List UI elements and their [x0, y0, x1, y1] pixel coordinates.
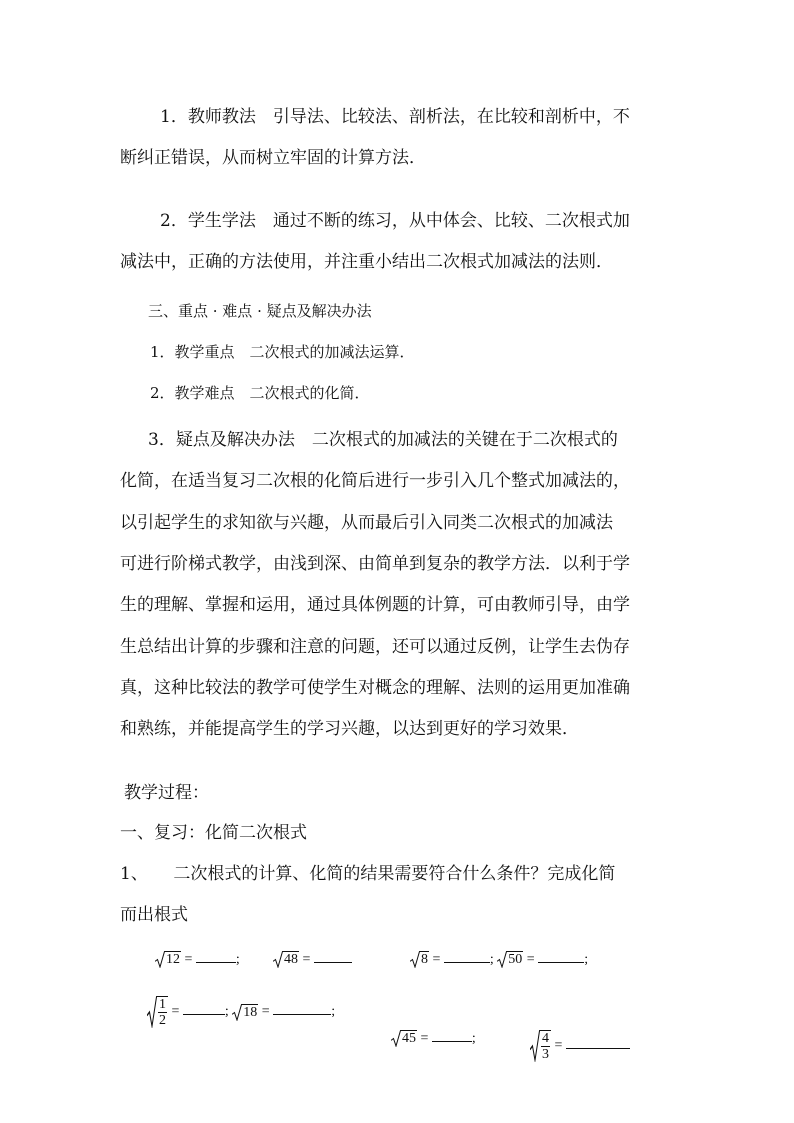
math-exercise [410, 950, 588, 968]
radical-sign-icon [155, 951, 165, 968]
radical-sign-icon [497, 951, 507, 968]
equals-sign: = [184, 952, 193, 967]
separator: ; [224, 1004, 229, 1020]
paragraph-line: 3．疑点及解决办法 二次根式的加减法的关键在于二次根式的 [148, 430, 618, 450]
radicand: 12 [166, 952, 180, 968]
radical-sign-icon [273, 951, 283, 968]
fraction [541, 1031, 550, 1062]
key-point: 2．教学难点 二次根式的化简． [150, 384, 370, 402]
paragraph-line: 以引起学生的求知欲与兴趣，从而最后引入同类二次根式的加减法 [120, 513, 613, 533]
sqrt-expression [410, 951, 429, 968]
radical-sign-icon [147, 996, 157, 1028]
math-exercise [147, 996, 335, 1028]
math-exercise [391, 1029, 476, 1047]
sqrt-expression [497, 951, 523, 968]
numerator: 4 [542, 1031, 549, 1046]
radicand: 18 [243, 1004, 258, 1020]
equals-sign: = [554, 1038, 563, 1054]
section-heading: 一、复习：化简二次根式 [120, 823, 307, 843]
paragraph-line: 和熟练，并能提高学生的学习兴趣，以达到更好的学习效果． [120, 719, 579, 739]
sqrt-expression [391, 1030, 417, 1047]
math-exercise [273, 950, 352, 968]
paragraph-line: 断纠正错误，从而树立牢固的计算方法． [120, 148, 426, 168]
radical-sign-icon [232, 1004, 242, 1021]
numerator: 1 [159, 997, 166, 1012]
answer-blank [566, 1036, 630, 1049]
paragraph-line: 真，这种比较法的教学可使学生对概念的理解、法则的运用更加准确 [120, 678, 630, 698]
paragraph-line: 1．教师教法 引导法、比较法、剖析法，在比较和剖析中，不 [160, 107, 630, 127]
denominator: 3 [542, 1047, 549, 1062]
equals-sign: = [432, 952, 441, 967]
separator: ; [331, 1004, 336, 1020]
radical-sign-icon [530, 1030, 540, 1062]
equals-sign: = [171, 1004, 180, 1020]
fraction [158, 997, 167, 1028]
answer-blank [538, 950, 584, 963]
separator: ; [471, 1031, 476, 1046]
radicand: 8 [421, 952, 428, 968]
radicand: 45 [402, 1031, 416, 1047]
radicand: 50 [508, 952, 523, 968]
section-label: 教学过程： [124, 783, 209, 803]
separator: ; [489, 952, 494, 967]
answer-blank [314, 950, 352, 963]
sqrt-expression [147, 996, 168, 1028]
paragraph-line: 生的理解、掌握和运用，通过具体例题的计算，可由教师引导，由学 [120, 595, 630, 615]
answer-blank [183, 1002, 225, 1015]
separator: ; [584, 952, 589, 967]
answer-blank [432, 1029, 472, 1042]
paragraph-line: 可进行阶梯式教学，由浅到深、由简单到复杂的教学方法．以利于学 [120, 554, 630, 574]
sqrt-expression [273, 951, 299, 968]
math-exercise [530, 1030, 630, 1062]
paragraph-line: 2．学生学法 通过不断的练习，从中体会、比较、二次根式加 [160, 211, 630, 231]
denominator: 2 [159, 1013, 166, 1028]
paragraph-line: 生总结出计算的步骤和注意的问题，还可以通过反例，让学生去伪存 [120, 637, 630, 657]
math-exercise [155, 950, 240, 968]
question-line: 1、 二次根式的计算、化简的结果需要符合什么条件？完成化简 [120, 864, 616, 884]
equals-sign: = [526, 952, 535, 967]
radical-sign-icon [410, 951, 420, 968]
radicand [157, 996, 168, 1028]
sqrt-expression [530, 1030, 551, 1062]
equals-sign: = [261, 1004, 270, 1020]
paragraph-line: 减法中，正确的方法使用，并注重小结出二次根式加减法的法则． [120, 252, 613, 272]
sqrt-expression [155, 951, 181, 968]
separator: ; [235, 952, 240, 967]
radical-sign-icon [391, 1030, 401, 1047]
key-point: 1．教学重点 二次根式的加减法运算． [150, 343, 415, 361]
section-heading: 三、重点 · 难点 · 疑点及解决办法 [148, 302, 372, 320]
answer-blank [444, 950, 490, 963]
question-line: 而出根式 [120, 905, 188, 925]
equals-sign: = [302, 952, 311, 967]
sqrt-expression [232, 1004, 258, 1021]
answer-blank [196, 950, 236, 963]
answer-blank [273, 1002, 331, 1015]
equals-sign: = [420, 1031, 429, 1046]
radicand: 48 [284, 952, 298, 968]
paragraph-line: 化简，在适当复习二次根的化简后进行一步引入几个整式加减法的， [120, 471, 630, 491]
radicand [540, 1030, 551, 1062]
